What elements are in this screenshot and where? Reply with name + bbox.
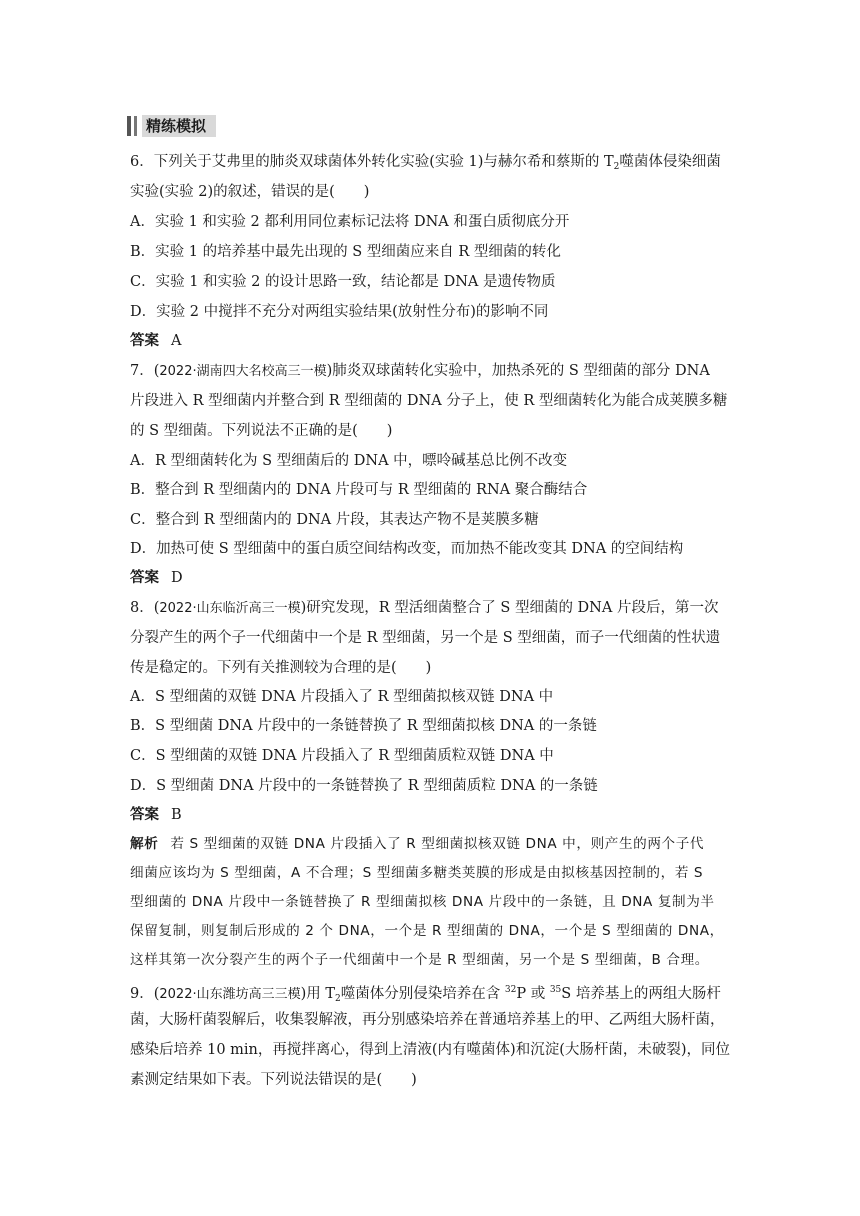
q6-option-b: B．实验 1 的培养基中最先出现的 S 型细菌应来自 R 型细菌的转化 bbox=[130, 244, 561, 260]
header-bar-icon bbox=[127, 116, 131, 136]
q7-stem-line3: 的 S 型细菌。下列说法不正确的是( ) bbox=[130, 423, 393, 439]
q8-stem-line2: 分裂产生的两个子一代细菌中一个是 R 型细菌，另一个是 S 型细菌，而子一代细菌的性状遗 bbox=[130, 630, 721, 646]
q7-stem-line1: 7．(2022·湖南四大名校高三一模)肺炎双球菌转化实验中，加热杀死的 S 型细菌的部分 DNA bbox=[130, 363, 710, 379]
q6-stem-line2: 实验(实验 2)的叙述，错误的是( ) bbox=[130, 184, 370, 200]
q8-stem-line1: 8．(2022·山东临沂高三一模)研究发现，R 型活细菌整合了 S 型细菌的 DNA 片段后，第一次 bbox=[130, 600, 719, 616]
q6-answer: 答案 A bbox=[130, 333, 182, 349]
q6-option-d: D．实验 2 中搅拌不充分对两组实验结果(放射性分布)的影响不同 bbox=[130, 304, 549, 320]
section-title: 精练模拟 bbox=[142, 115, 216, 137]
q8-option-a: A．S 型细菌的双链 DNA 片段插入了 R 型细菌拟核双链 DNA 中 bbox=[130, 689, 554, 705]
q8-explanation-line5: 这样其第一次分裂产生的两个子一代细菌中一个是 R 型细菌，另一个是 S 型细菌，B 合理。 bbox=[130, 952, 709, 968]
q6-option-c: C．实验 1 和实验 2 的设计思路一致，结论都是 DNA 是遗传物质 bbox=[130, 274, 556, 290]
q9-stem-line3: 感染后培养 10 min，再搅拌离心，得到上清液(内有噬菌体)和沉淀(大肠杆菌，未破裂)，同位 bbox=[130, 1042, 731, 1058]
q7-answer: 答案 D bbox=[130, 570, 183, 586]
q7-stem-line2: 片段进入 R 型细菌内并整合到 R 型细菌的 DNA 分子上，使 R 型细菌转化为能合成荚膜多糖 bbox=[130, 393, 728, 409]
q8-option-b: B．S 型细菌 DNA 片段中的一条链替换了 R 型细菌拟核 DNA 的一条链 bbox=[130, 718, 597, 734]
q8-explanation-line3: 型细菌的 DNA 片段中一条链替换了 R 型细菌拟核 DNA 片段中的一条链，且 DNA 复制为半 bbox=[130, 894, 715, 910]
section-header bbox=[127, 115, 216, 137]
q7-option-c: C．整合到 R 型细菌内的 DNA 片段，其表达产物不是荚膜多糖 bbox=[130, 512, 539, 528]
q8-explanation-line4: 保留复制，则复制后形成的 2 个 DNA，一个是 R 型细菌的 DNA，一个是 S 型细菌的 DNA， bbox=[130, 923, 724, 939]
q8-explanation-line1: 解析 若 S 型细菌的双链 DNA 片段插入了 R 型细菌拟核双链 DNA 中，则产生的两个子代 bbox=[130, 836, 705, 852]
q8-explanation-line2: 细菌应该均为 S 型细菌，A 不合理；S 型细菌多糖类荚膜的形成是由拟核基因控制的，若 S bbox=[130, 865, 704, 881]
q6-option-a: A．实验 1 和实验 2 都利用同位素标记法将 DNA 和蛋白质彻底分开 bbox=[130, 214, 570, 230]
q8-answer: 答案 B bbox=[130, 807, 182, 823]
q7-option-a: A．R 型细菌转化为 S 型细菌后的 DNA 中，嘌呤碱基总比例不改变 bbox=[130, 453, 568, 469]
q8-stem-line3: 传是稳定的。下列有关推测较为合理的是( ) bbox=[130, 660, 432, 676]
q9-stem-line1: 9．(2022·山东潍坊高三三模)用 $T_2$噬菌体分别侵染培养在含 $^{32}$P 或 $^{35}$S 培养基上的两组大肠杆 bbox=[130, 985, 721, 1004]
q9-stem-line2: 菌，大肠杆菌裂解后，收集裂解液，再分别感染培养在普通培养基上的甲、乙两组大肠杆菌， bbox=[130, 1012, 725, 1028]
q9-stem-line4: 素测定结果如下表。下列说法错误的是( ) bbox=[130, 1072, 417, 1088]
q7-option-b: B．整合到 R 型细菌内的 DNA 片段可与 R 型细菌的 RNA 聚合酶结合 bbox=[130, 482, 588, 498]
header-bar-icon bbox=[134, 116, 137, 136]
q8-option-d: D．S 型细菌 DNA 片段中的一条链替换了 R 型细菌质粒 DNA 的一条链 bbox=[130, 778, 598, 794]
q6-stem-line1: 6．下列关于艾弗里的肺炎双球菌体外转化实验(实验 1)与赫尔希和蔡斯的 $T_2$噬菌体侵染细菌 bbox=[130, 154, 721, 172]
q8-option-c: C．S 型细菌的双链 DNA 片段插入了 R 型细菌质粒双链 DNA 中 bbox=[130, 748, 554, 764]
q7-option-d: D．加热可使 S 型细菌中的蛋白质空间结构改变，而加热不能改变其 DNA 的空间结构 bbox=[130, 541, 684, 557]
